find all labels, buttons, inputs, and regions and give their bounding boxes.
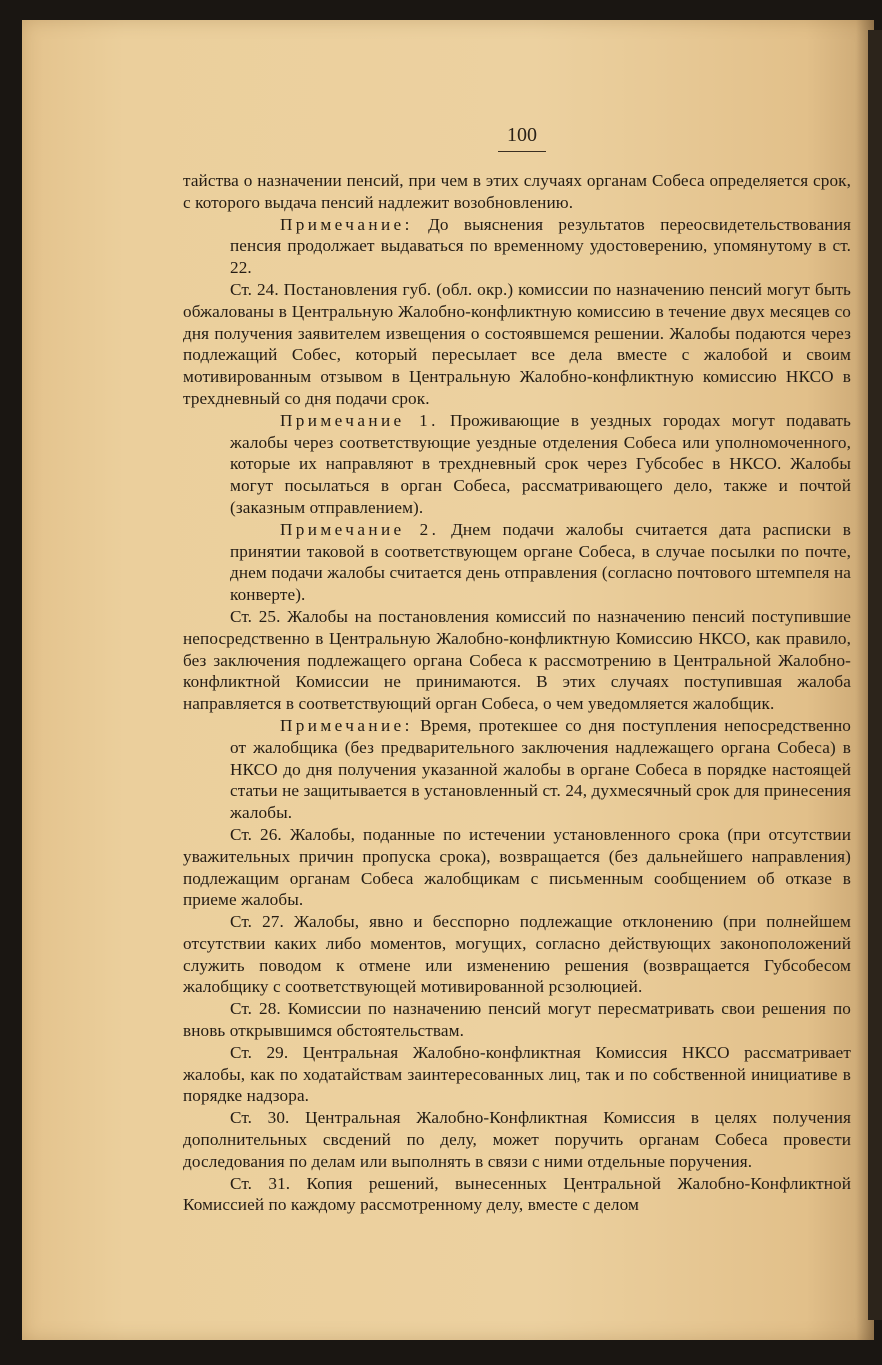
note-text: Время, протекшее со дня поступления непосредственно от жалобщика (без предварительного заключения надлежащего органа Собеса) в НКСО до дня получения указанной жалобы в органе Собеса в порядке настоящей статьи не защитывается в установленный ст. 24, духмесячный срок для принесения жалобы.: [230, 715, 851, 823]
note-label: Примечание 2.: [280, 519, 440, 539]
note-label: Примечание 1.: [280, 410, 439, 430]
note-text: Проживающие в уездных городах могут подавать жалобы через соответствующие уездные отделения Собеса или уполномоченного, которые их направляют в трехдневный срок через Губсобес в НКСО. Жалобы могут посылаться в орган Собеса, рассматривающего дело, также и почтой (заказным отправлением).: [230, 410, 851, 517]
note-label: Примечание:: [280, 715, 413, 735]
note-1-article-24: [230, 410, 851, 519]
note-article-25: [230, 715, 851, 824]
article-30: Ст. 30. Центральная Жалобно-Конфликтная Комиссия в целях получения дополнительных свсдений по делу, может поручить органам Собеса провести доследования по делам или выполнять в связи с ними отдельные поручения.: [183, 1108, 851, 1171]
article-25: Ст. 25. Жалобы на постановления комиссий по назначению пенсий поступившие непосредственно в Центральную Жалобно-конфликтную Комиссию НКСО, как правило, без заключения подлежащего органа Собеса к рассмотрению в Центральной Жалобно-конфликтной Комиссии не принимаются. В этих случаях поступившая жалоба направляется в соответствующий орган Собеса, о чем уведомляется жалобщик.: [183, 606, 851, 714]
page-number-rule: [498, 151, 546, 152]
note-2-article-24: [230, 519, 851, 606]
note-text: Днем подачи жалобы считается дата расписки в принятии таковой в соответствующем органе Собеса, в случае посылки по почте, днем подачи жалобы считается день отправления (согласно почтового штемпеля на конверте).: [230, 519, 851, 605]
scanner-edge: [868, 30, 882, 1320]
note-label: Примечание:: [280, 214, 413, 234]
article-24: Ст. 24. Постановления губ. (обл. окр.) комиссии по назначению пенсий могут быть обжалованы в Центральную Жалобно-конфликтную комиссию в течение двух месяцев со дня получения заявителем извещения о состоявшемся решении. Жалобы подаются через подлежащий Собес, который пересылает все дела вместе с жалобой и своим мотивированным отзывом в Центральную Жалобно-конфликтную комиссию НКСО в трехдневный со дня подачи срок.: [183, 279, 851, 408]
article-29: Ст. 29. Центральная Жалобно-конфликтная Комиссия НКСО рассматривает жалобы, как по ходатайствам заинтересованных лиц, так и по собственной инициативе в порядке надзора.: [183, 1042, 851, 1106]
note-article-23: [230, 214, 851, 279]
body-text: [183, 170, 851, 1216]
article-26: Ст. 26. Жалобы, поданные по истечении установленного срока (при отсутствии уважительных причин пропуска срока), возвращается (без дальнейшего направления) подлежащим органам Собеса жалобщикам с письменным сообщением об отказе в приеме жалобы.: [183, 824, 851, 910]
note-text: До выяснения результатов переосвидетельствования пенсия продолжает выдаваться по временному удостоверению, упомянутому в ст. 22.: [230, 214, 851, 278]
article-27: Ст. 27. Жалобы, явно и бесспорно подлежащие отклонению (при полнейшем отсутствии каких либо моментов, могущих, согласно действующих законоположений служить поводом к отмене или изменению решения (возвращается Губсобесом жалобщику с соответствующей мотивированной рсзолюцией.: [183, 912, 851, 997]
continuation-paragraph: тайства о назначении пенсий, при чем в этих случаях органам Собеса определяется срок, с которого выдача пенсий надлежит возобновлению.: [183, 171, 851, 212]
article-28: Ст. 28. Комиссии по назначению пенсий могут пересматривать свои решения по вновь открывшимся обстоятельствам.: [183, 999, 851, 1041]
article-31: Ст. 31. Копия решений, вынесенных Центральной Жалобно-Конфликтной Комиссией по каждому рассмотренному делу, вместе с делом: [183, 1173, 851, 1215]
page-number: 100: [507, 124, 537, 146]
